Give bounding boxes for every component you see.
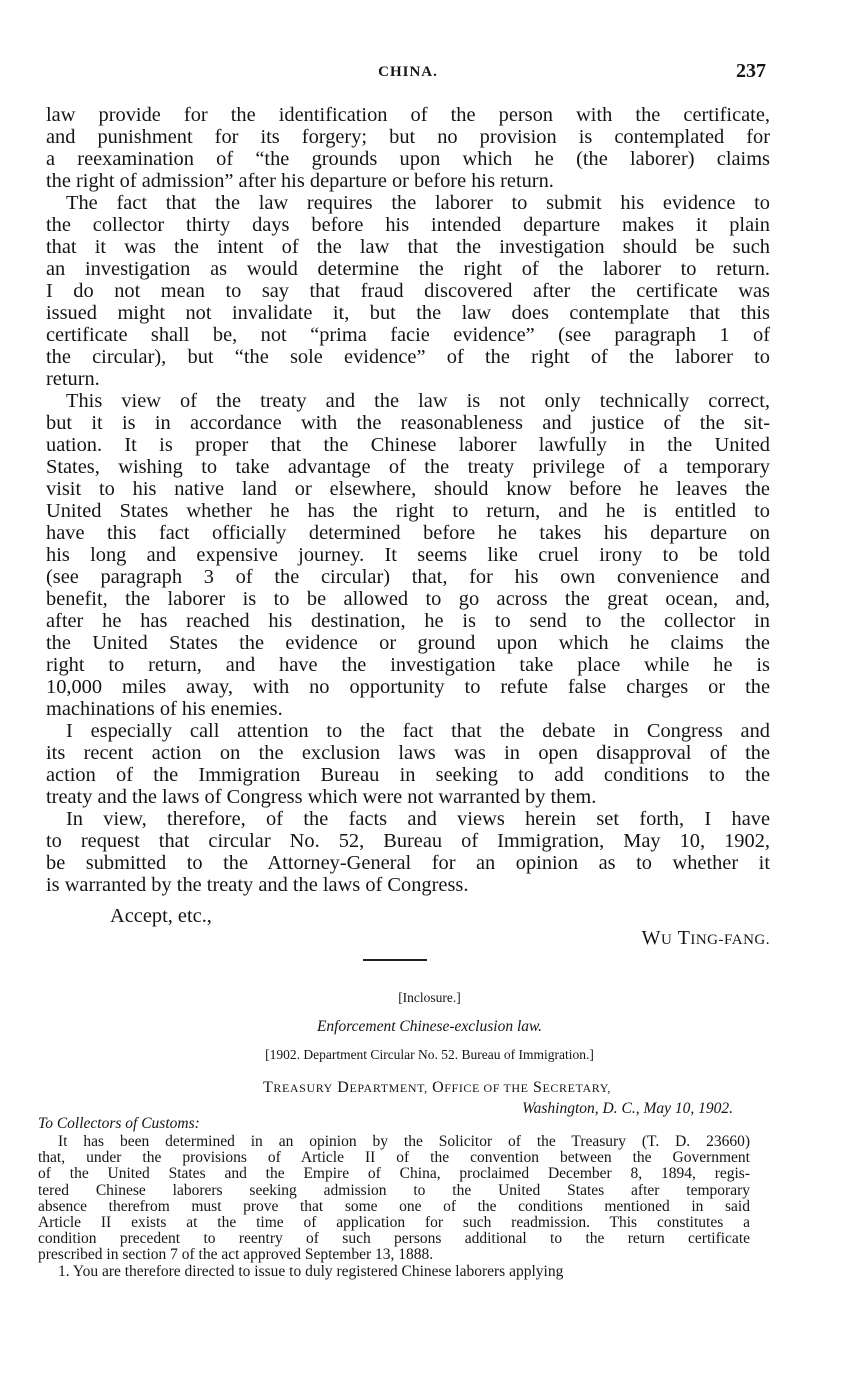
text-line: that, under the provisions of Article II of the convention between the Government: [38, 1149, 750, 1167]
text-line: absence therefrom must prove that some one of the conditions mentioned in said: [38, 1197, 750, 1215]
signature-initial: W: [641, 927, 662, 949]
signature-text: ING-FANG.: [690, 932, 770, 948]
text-line: the collector thirty days before his intended departure makes it plain: [46, 214, 770, 236]
text-line: States, wishing to take advantage of the treaty privilege of a temporary: [46, 456, 770, 478]
text-line: be submitted to the Attorney-General for an opinion as to whether it: [46, 852, 770, 874]
page-number: 237: [736, 60, 766, 82]
circular-reference: [1902. Department Circular No. 52. Bureau of Immigration.]: [265, 1047, 594, 1062]
signature-text: U: [661, 932, 673, 948]
paragraph: [46, 808, 770, 896]
text-line: that it was the intent of the law that the investigation should be such: [46, 236, 770, 258]
text-line: United States whether he has the right to return, and he is entitled to: [46, 500, 770, 522]
text-line: condition precedent to reentry of such persons additional to the return certificate: [38, 1230, 750, 1248]
text-line: after he has reached his destination, he is to send to the collector in: [46, 610, 770, 632]
paragraph: [38, 1264, 750, 1280]
text-line: its recent action on the exclusion laws was in open disapproval of the: [46, 742, 770, 764]
text-line: his long and expensive journey. It seems like cruel irony to be told: [46, 544, 770, 566]
text-line: I especially call attention to the fact that the debate in Congress and: [66, 720, 770, 742]
letter-body: [46, 104, 770, 896]
inclosure-title: Enforcement Chinese-exclusion law.: [316, 1018, 543, 1035]
closing-line: Accept, etc.,: [110, 905, 212, 927]
department-heading: [263, 1079, 611, 1097]
text-line: uation. It is proper that the Chinese laborer lawfully in the United: [46, 434, 770, 456]
paragraph: [46, 720, 770, 808]
heading-text: REASURY: [273, 1081, 333, 1095]
heading-initial: O: [432, 1079, 445, 1096]
text-line: the United States the evidence or ground upon which he claims the: [46, 632, 770, 654]
text-line: Article II exists at the time of application for such readmission. This constitutes a: [38, 1214, 750, 1232]
salutation: To Collectors of Customs:: [38, 1115, 200, 1132]
text-line: certificate shall be, not “prima facie evidence” (see paragraph 1 of: [46, 324, 770, 346]
heading-text: ECRETARY,: [542, 1081, 612, 1095]
text-line: law provide for the identification of the person with the certificate,: [46, 104, 770, 126]
text-line: machinations of his enemies.: [46, 698, 283, 720]
text-line: tered Chinese laborers seeking admission to the United States after temporary: [38, 1181, 750, 1199]
text-line: an investigation as would determine the right of the laborer to return.: [46, 258, 770, 280]
text-line: visit to his native land or elsewhere, should know before he leaves the: [46, 478, 770, 500]
running-title: CHINA.: [378, 64, 438, 80]
heading-text: FFICE OF THE: [444, 1081, 529, 1095]
text-line: It has been determined in an opinion by the Solicitor of the Treasury (T. D. 23660): [58, 1133, 750, 1150]
text-line: and punishment for its forgery; but no provision is contemplated for: [46, 126, 770, 148]
text-line: the circular), but “the sole evidence” of the right of the laborer to: [46, 346, 770, 368]
text-line: The fact that the law requires the laborer to submit his evidence to: [66, 192, 770, 214]
text-line: (see paragraph 3 of the circular) that, for his own convenience and: [46, 566, 770, 588]
circular-body: [38, 1134, 750, 1280]
text-line: a reexamination of “the grounds upon which he (the laborer) claims: [46, 148, 770, 170]
text-line: of the United States and the Empire of China, proclaimed December 8, 1894, regis-: [38, 1165, 750, 1183]
text-line: action of the Immigration Bureau in seeking to add conditions to the: [46, 764, 770, 786]
text-line: to request that circular No. 52, Bureau of Immigration, May 10, 1902,: [46, 830, 770, 852]
paragraph: [46, 390, 770, 720]
text-line: 1. You are therefore directed to issue to duly registered Chinese laborers applying: [58, 1262, 564, 1280]
text-line: issued might not invalidate it, but the law does contemplate that this: [46, 302, 770, 324]
paragraph: [38, 1134, 750, 1264]
heading-text: EPARTMENT,: [349, 1081, 428, 1095]
signature-initial: T: [677, 927, 691, 949]
text-line: benefit, the laborer is to be allowed to go across the great ocean, and,: [46, 588, 770, 610]
text-line: In view, therefore, of the facts and views herein set forth, I have: [66, 808, 770, 830]
text-line: treaty and the laws of Congress which were not warranted by them.: [46, 786, 597, 808]
text-line: but it is in accordance with the reasonableness and justice of the sit-: [46, 412, 770, 434]
text-line: the right of admission” after his departure or before his return.: [46, 170, 554, 192]
heading-initial: S: [532, 1079, 543, 1096]
text-line: is warranted by the treaty and the laws of Congress.: [46, 874, 469, 896]
text-line: return.: [46, 368, 100, 390]
paragraph: [46, 192, 770, 390]
running-head: [46, 60, 770, 86]
text-line: prescribed in section 7 of the act approved September 13, 1888.: [38, 1246, 434, 1264]
paragraph: [46, 104, 770, 192]
heading-initial: D: [337, 1079, 350, 1096]
text-line: have this fact officially determined before he takes his departure on: [46, 522, 770, 544]
section-divider: [363, 959, 427, 961]
text-line: right to return, and have the investigation take place while he is: [46, 654, 770, 676]
place-date: Washington, D. C., May 10, 1902.: [522, 1100, 733, 1117]
signature: [642, 927, 770, 950]
text-line: 10,000 miles away, with no opportunity to refute false charges or the: [46, 676, 770, 698]
text-line: I do not mean to say that fraud discovered after the certificate was: [46, 280, 770, 302]
inclosure-label: [Inclosure.]: [398, 990, 461, 1005]
heading-initial: T: [263, 1079, 274, 1096]
text-line: This view of the treaty and the law is not only technically correct,: [66, 390, 770, 412]
